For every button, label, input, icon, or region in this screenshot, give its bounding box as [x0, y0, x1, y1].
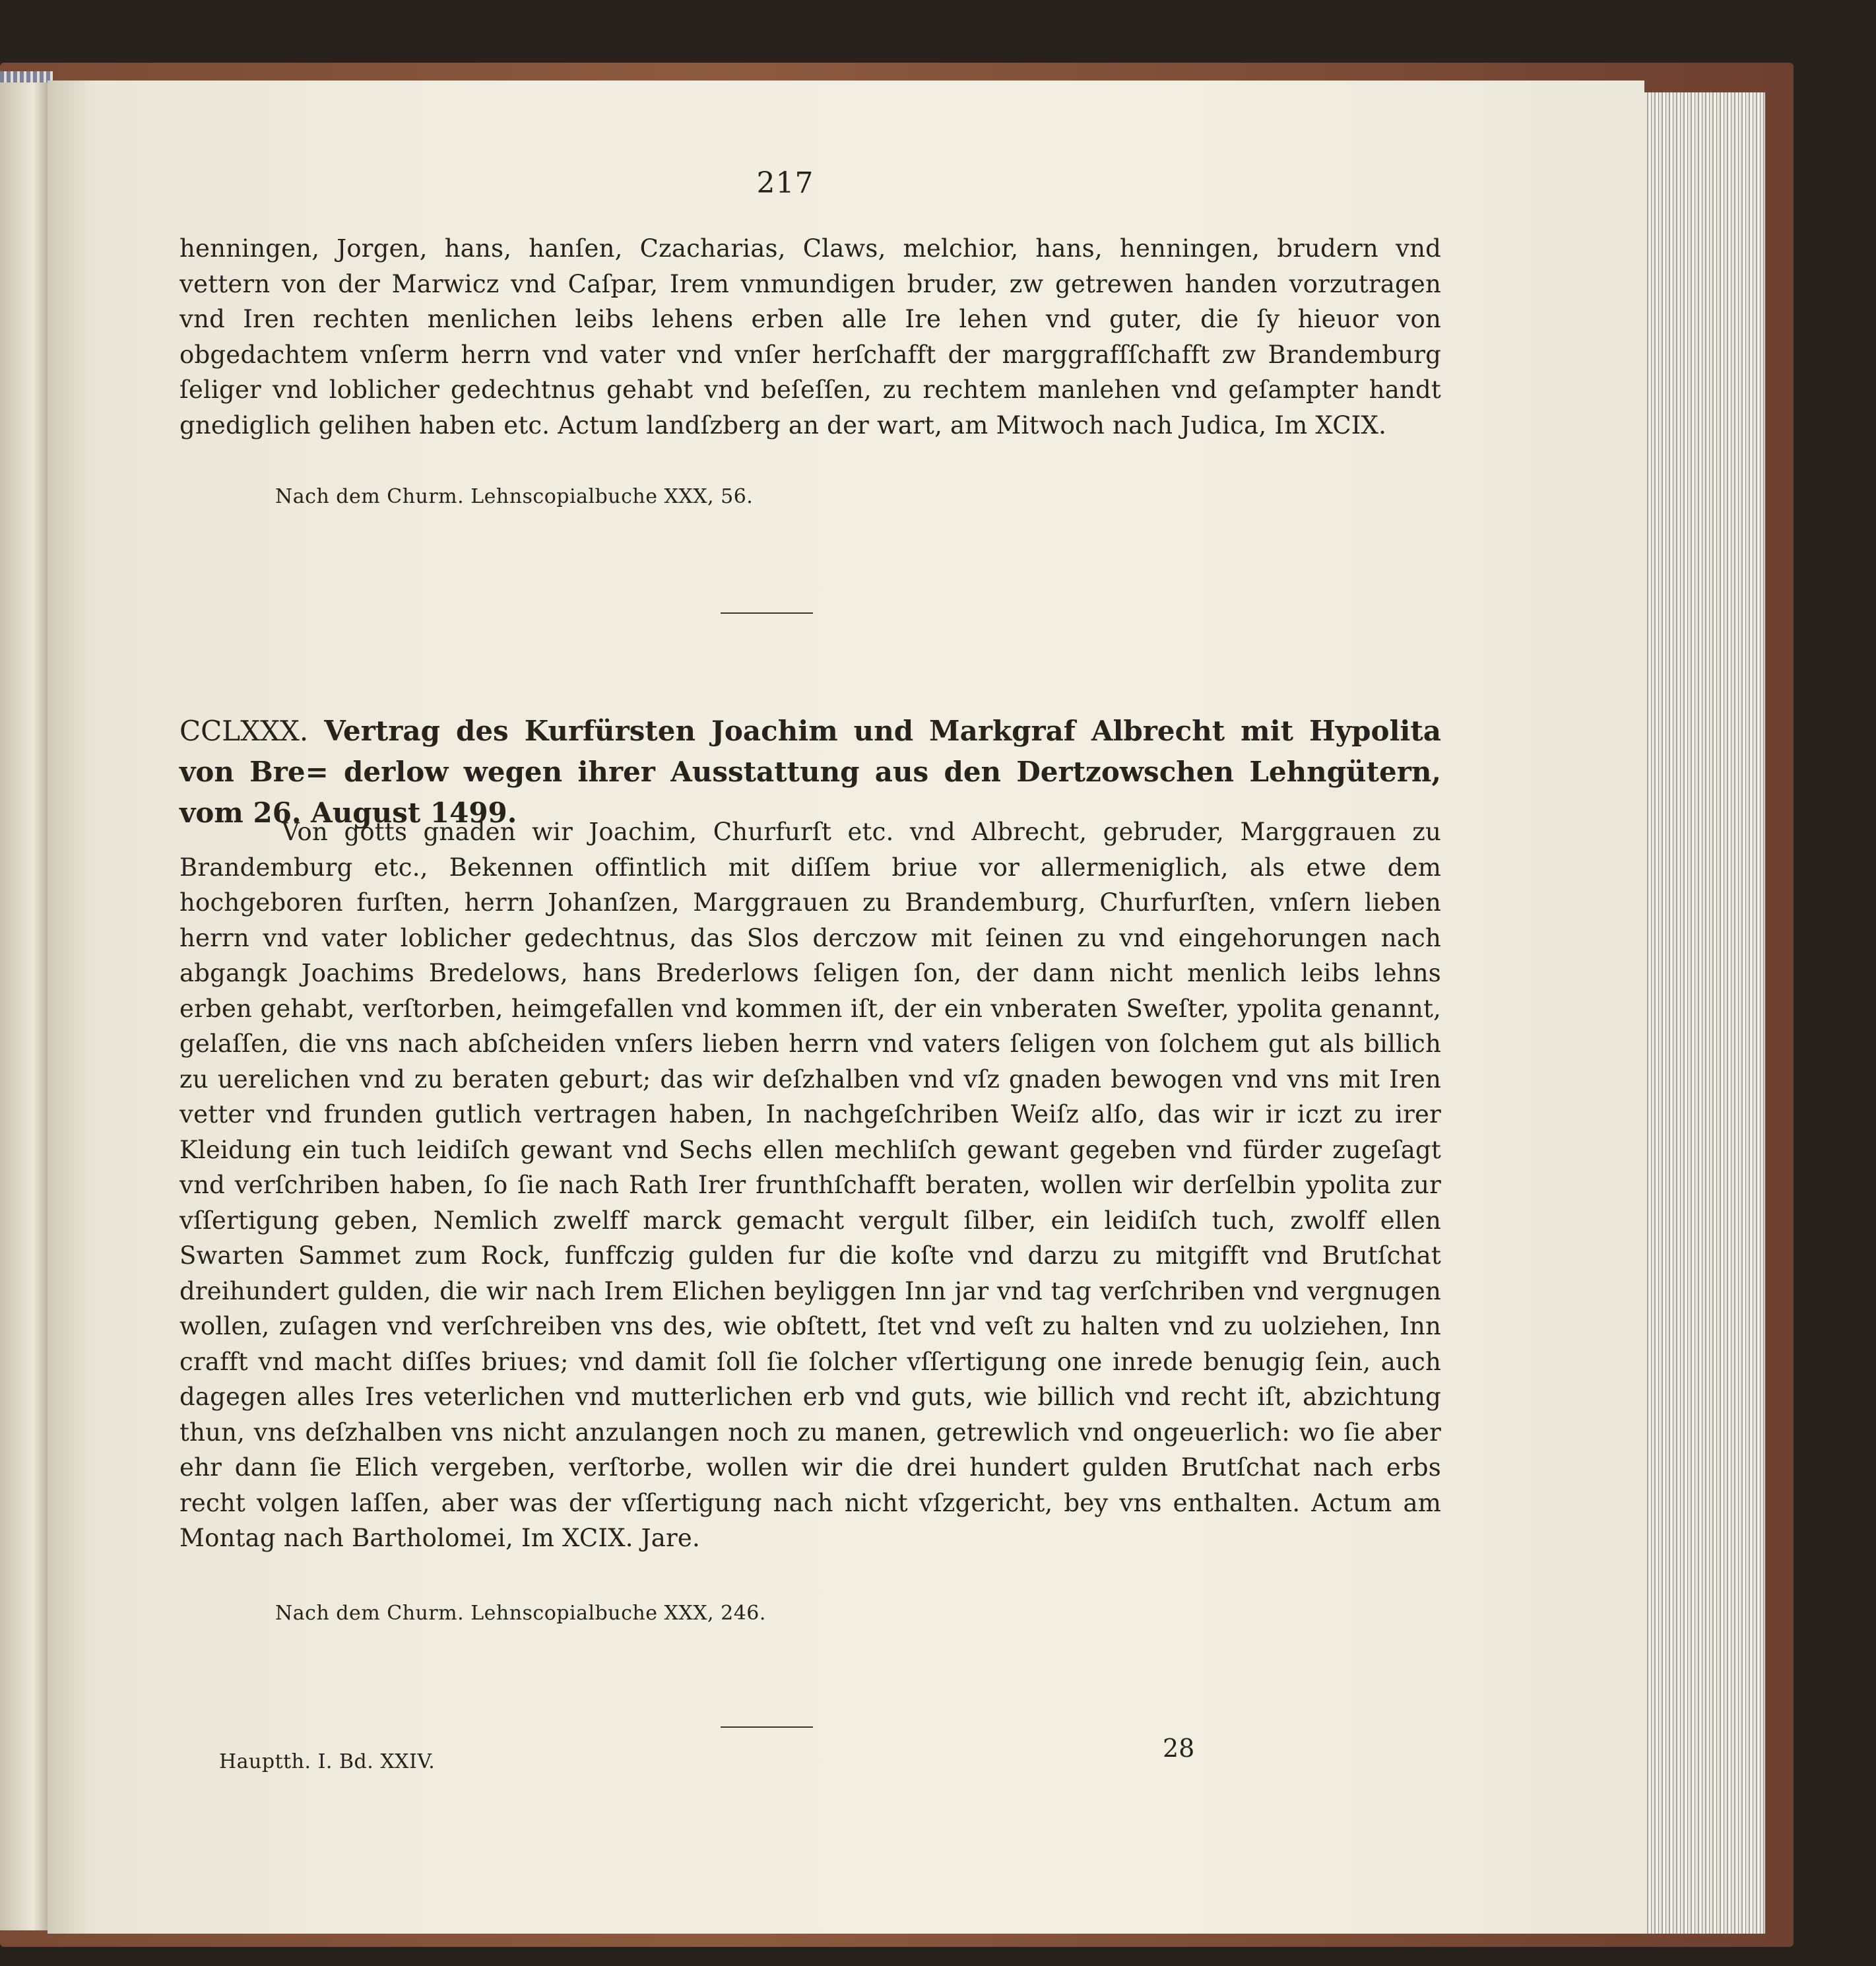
footer-divider [721, 1726, 813, 1728]
heading-text: Vertrag des Kurfürsten Joachim und Markgraf Albrecht mit Hypolita von Bre= derlow wegen ihrer Ausstattung aus den Dertzowschen Lehngütern, vom 26. August 1499. [179, 715, 1441, 829]
top-paragraph: henningen, Jorgen, hans, hanſen, Czacharias, Claws, melchior, hans, henningen, brudern vnd vettern von der Marwicz vnd Caſpar, Irem vnmundigen bruder, zw getrewen handen vorzutragen vnd Iren rechten menlichen leibs lehens erben alle Ire lehen vnd guter, die ſy hieuor von obgedachtem vnſerm herrn vnd vater vnd vnſer herſchafft der marggrafſſchafft zw Brandemburg ſeliger vnd loblicher gedechtnus gehabt vnd beſeſſen, zu rechtem manlehen vnd geſampter handt gnediglich gelihen haben etc. Actum landſzberg an der wart, am Mitwoch nach Judica, Im XCIX. [179, 234, 1441, 440]
signature-mark: Hauptth. I. Bd. XXIV. [219, 1750, 436, 1773]
document-number: CCLXXX. [179, 715, 309, 747]
gathering-number: 28 [1163, 1734, 1195, 1763]
top-source-note: Nach dem Churm. Lehnscopialbuche XXX, 56. [275, 485, 754, 508]
page-number: 217 [756, 166, 814, 200]
left-page-edge [0, 82, 48, 1930]
book-page [48, 81, 1644, 1934]
body-paragraph: Von gotts gnaden wir Joachim, Churfurſt etc. vnd Albrecht, gebruder, Marggrauen zu Brandemburg etc., Bekennen offintlich mit diſſem briue vor allermeniglich, als etwe dem hochgeboren furſten, herrn Johanſzen, Marggrauen zu Brandemburg, Churfurſten, vnſern lieben herrn vnd vater loblicher gedechtnus, das Slos derczow mit ſeinen zu vnd eingehorungen nach abgangk Joachims Bredelows, hans Brederlows ſeligen ſon, der dann nicht menlich leibs lehns erben gehabt, verſtorben, heimgefallen vnd kommen iſt, der ein vnberaten Sweſter, ypolita genannt, gelaſſen, die vns nach abſcheiden vnſers lieben herrn vnd vaters ſeligen von ſolchem gut als billich zu uerelichen vnd zu beraten geburt; das wir deſzhalben vnd vſz gnaden bewogen vnd vns mit Iren vetter vnd frunden gutlich vertragen haben, In nachgeſchriben Weiſz alſo, das wir ir iczt zu irer Kleidung ein tuch leidiſch gewant vnd Sechs ellen mechliſch gewant gegeben vnd fürder zugeſagt vnd verſchriben haben, ſo ſie nach Rath Irer frunthſchafft beraten, wollen wir derſelbin ypolita zur vſſertigung geben, Nemlich zwelff marck gemacht vergult ſilber, ein leidiſch tuch, zwolff ellen Swarten Sammet zum Rock, funffczig gulden fur die koſte vnd darzu zu mitgifft vnd Brutſchat dreihundert gulden, die wir nach Irem Elichen beyliggen Inn jar vnd tag verſchriben vnd vergnugen wollen, zuſagen vnd verſchreiben vns des, wie obſtett, ſtet vnd veſt zu halten vnd zu uolziehen, Inn crafft vnd macht diſſes briues; vnd damit ſoll ſie ſolcher vſſertigung one inrede benugig ſein, auch dagegen alles Ires veterlichen vnd mutterlichen erb vnd guts, wie billich vnd recht iſt, abzichtung thun, vns deſzhalben vns nicht anzulangen noch zu manen, getrewlich vnd ongeuerlich: wo ſie aber ehr dann ſie Elich vergeben, verſtorbe, wollen wir die drei hundert gulden Brutſchat nach erbs recht volgen laſſen, aber was der vſſertigung nach nicht vſzgericht, bey vns enthalten. Actum am Montag nach Bartholomei, Im XCIX. Jare. [179, 818, 1441, 1552]
page-edges [1630, 92, 1765, 1934]
bottom-source-note: Nach dem Churm. Lehnscopialbuche XXX, 246. [275, 1602, 766, 1625]
section-divider [721, 612, 813, 614]
